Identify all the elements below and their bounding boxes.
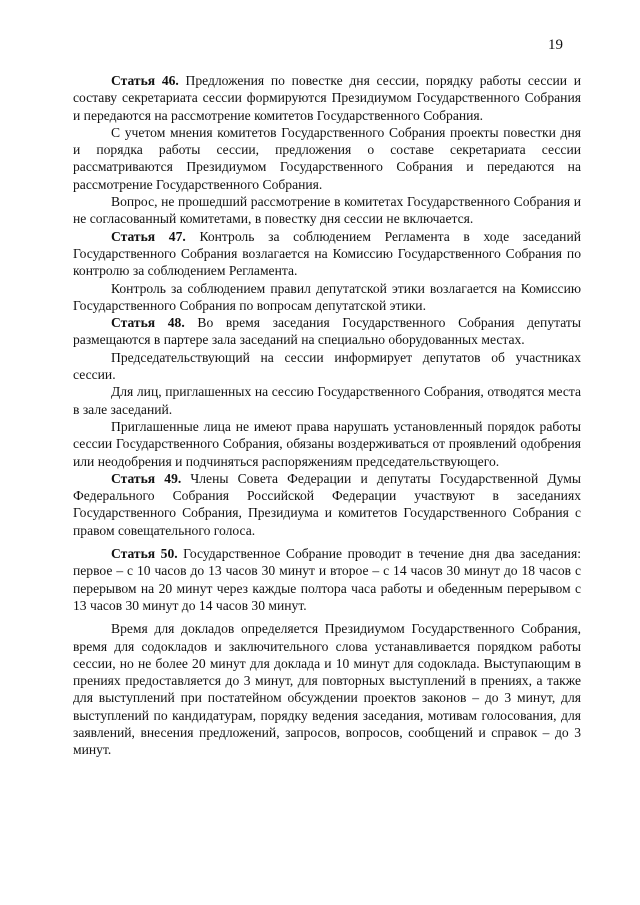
article-50-label: Статья 50. (111, 546, 178, 562)
article-48-paragraph (73, 314, 581, 349)
paragraph: Время для докладов определяется Президиумом Государственного Собрания, время для содокладов и заключительного слова устанавливается порядком работы сессии, но не более 20 минут для доклада и 10 минут для содоклада. Выступающим в прениях предоставляется до 3 минут, для повторных выступлений в прениях, а также для выступлений при постатейном обсуждении проектов законов – до 3 минут, для выступлений по кандидатурам, порядку ведения заседания, мотивам голосования, для заявлений, внесения предложений, запросов, вопросов, сообщений и справок – до 3 минут. (73, 621, 581, 758)
document-body (73, 72, 581, 759)
article-49-label: Статья 49. (111, 470, 182, 486)
article-48-text: Во время заседания Государственного Собрания депутаты размещаются в партере зала заседаний на специально оборудованных местах. (73, 315, 581, 348)
article-47-text: Контроль за соблюдением Регламента в ходе заседаний Государственного Собрания возлагается на Комиссию Государственного Собрания по контролю за соблюдением Регламента. (73, 228, 581, 279)
paragraph: Для лиц, приглашенных на сессию Государственного Собрания, отводятся места в зале заседаний. (73, 384, 581, 417)
paragraph: С учетом мнения комитетов Государственного Собрания проекты повестки дня и порядка работы сессии, предложения о составе секретариата сессии рассматриваются Президиумом Государственного Собрания и передаются на рассмотрение Государственного Собрания. (73, 124, 581, 192)
article-46-text: Предложения по повестке дня сессии, порядку работы сессии и составу секретариата сессии формируются Президиумом Государственного Собрания и передаются на рассмотрение комитетов Государственного Собрания. (73, 73, 581, 123)
article-46-paragraph (73, 72, 581, 124)
paragraph: Контроль за соблюдением правил депутатской этики возлагается на Комиссию Государственного Собрания по вопросам депутатской этики. (73, 280, 581, 313)
article-48-label: Статья 48. (111, 315, 185, 331)
paragraph: Вопрос, не прошедший рассмотрение в комитетах Государственного Собрания и не согласованный комитетами, в повестку дня сессии не включается. (73, 194, 581, 227)
article-50-text: Государственное Собрание проводит в течение дня два заседания: первое – с 10 часов до 13 часов 30 минут и второе – с 14 часов 30 минут до 18 часов с перерывом на 20 минут через каждые полтора часа работы и обеденным перерывом с 13 часов 30 минут до 14 часов 30 минут. (73, 546, 581, 613)
article-49-text: Члены Совета Федерации и депутаты Государственной Думы Федерального Собрания Российской Федерации участвуют в заседаниях Государственного Собрания, Президиума и комитетов Государственного Собрания с правом совещательного голоса. (73, 470, 581, 538)
paragraph: Приглашенные лица не имеют права нарушать установленный порядок работы сессии Государственного Собрания, обязаны воздерживаться от проявлений одобрения или неодобрения и подчиняться распоряжениям председательствующего. (73, 418, 581, 469)
article-49-paragraph (73, 470, 581, 539)
article-47-label: Статья 47. (111, 228, 186, 244)
page-number: 19 (548, 37, 563, 53)
article-46-label: Статья 46. (111, 73, 179, 88)
article-47-paragraph (73, 228, 581, 280)
paragraph: Председательствующий на сессии информирует депутатов об участниках сессии. (73, 349, 581, 383)
article-50-paragraph (73, 545, 581, 614)
